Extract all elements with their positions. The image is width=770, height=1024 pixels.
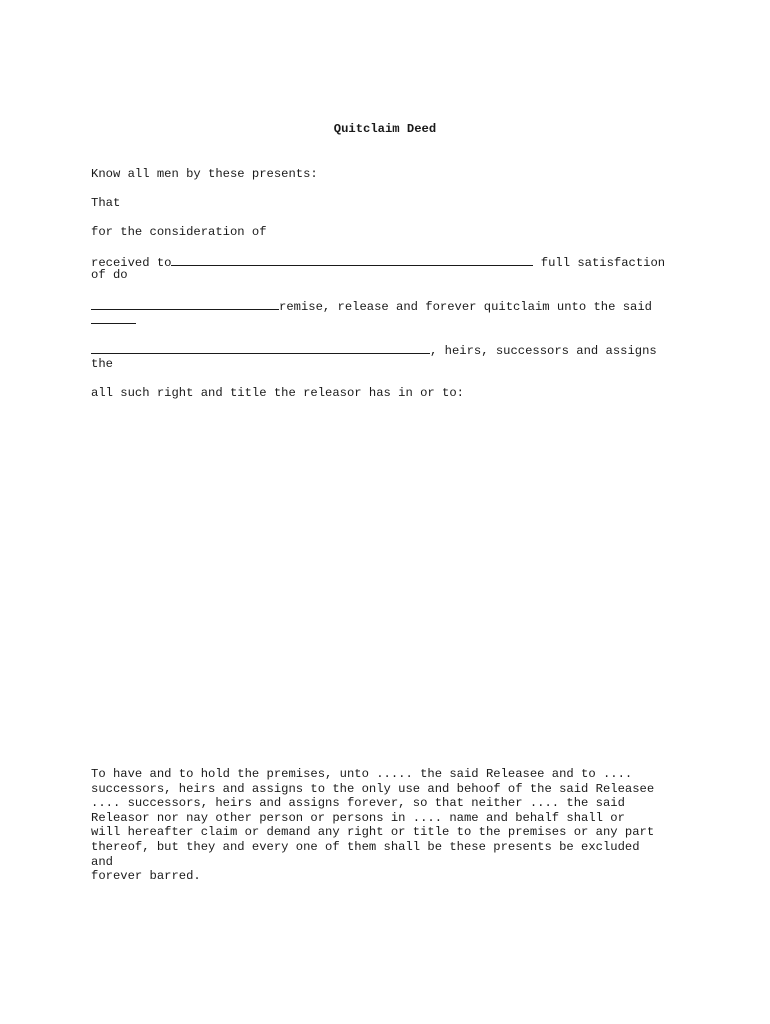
remise-line [91, 298, 652, 315]
closing-line: and [91, 854, 113, 869]
consideration-text: for the consideration of [91, 225, 267, 239]
closing-line: successors, heirs and assigns to the only use and behoof of the said Releasee [91, 781, 655, 796]
closing-line: will hereafter claim or demand any right or title to the premises or any part [91, 825, 655, 840]
received-line [91, 254, 665, 271]
releasee-short-blank-field[interactable] [91, 312, 136, 324]
received-continuation: of do [91, 268, 128, 282]
intro-text: Know all men by these presents: [91, 167, 318, 181]
closing-paragraph [91, 767, 691, 884]
received-blank-field[interactable] [171, 254, 533, 266]
received-prefix: received to [91, 256, 172, 270]
heirs-continuation: the [91, 357, 113, 371]
closing-line: thereof, but they and every one of them shall be these presents be excluded [91, 839, 640, 854]
remise-continuation [91, 312, 136, 329]
that-text: That [91, 196, 121, 210]
heirs-text: , heirs, successors and assigns [430, 344, 657, 358]
received-suffix: full satisfaction [533, 256, 666, 270]
closing-line: Releasor nor nay other person or persons in .... name and behalf shall or [91, 810, 625, 825]
closing-line: forever barred. [91, 869, 201, 884]
releasor-blank-field[interactable] [91, 298, 279, 310]
heirs-line [91, 342, 657, 359]
closing-line: To have and to hold the premises, unto ..... the said Releasee and to .... [91, 767, 633, 781]
document-title: Quitclaim Deed [333, 122, 437, 136]
remise-text: remise, release and forever quitclaim unto the said [279, 300, 652, 314]
releasee-blank-field[interactable] [91, 342, 430, 354]
closing-line: .... successors, heirs and assigns forever, so that neither .... the said [91, 796, 625, 811]
right-title-text: all such right and title the releasor has in or to: [91, 386, 464, 400]
